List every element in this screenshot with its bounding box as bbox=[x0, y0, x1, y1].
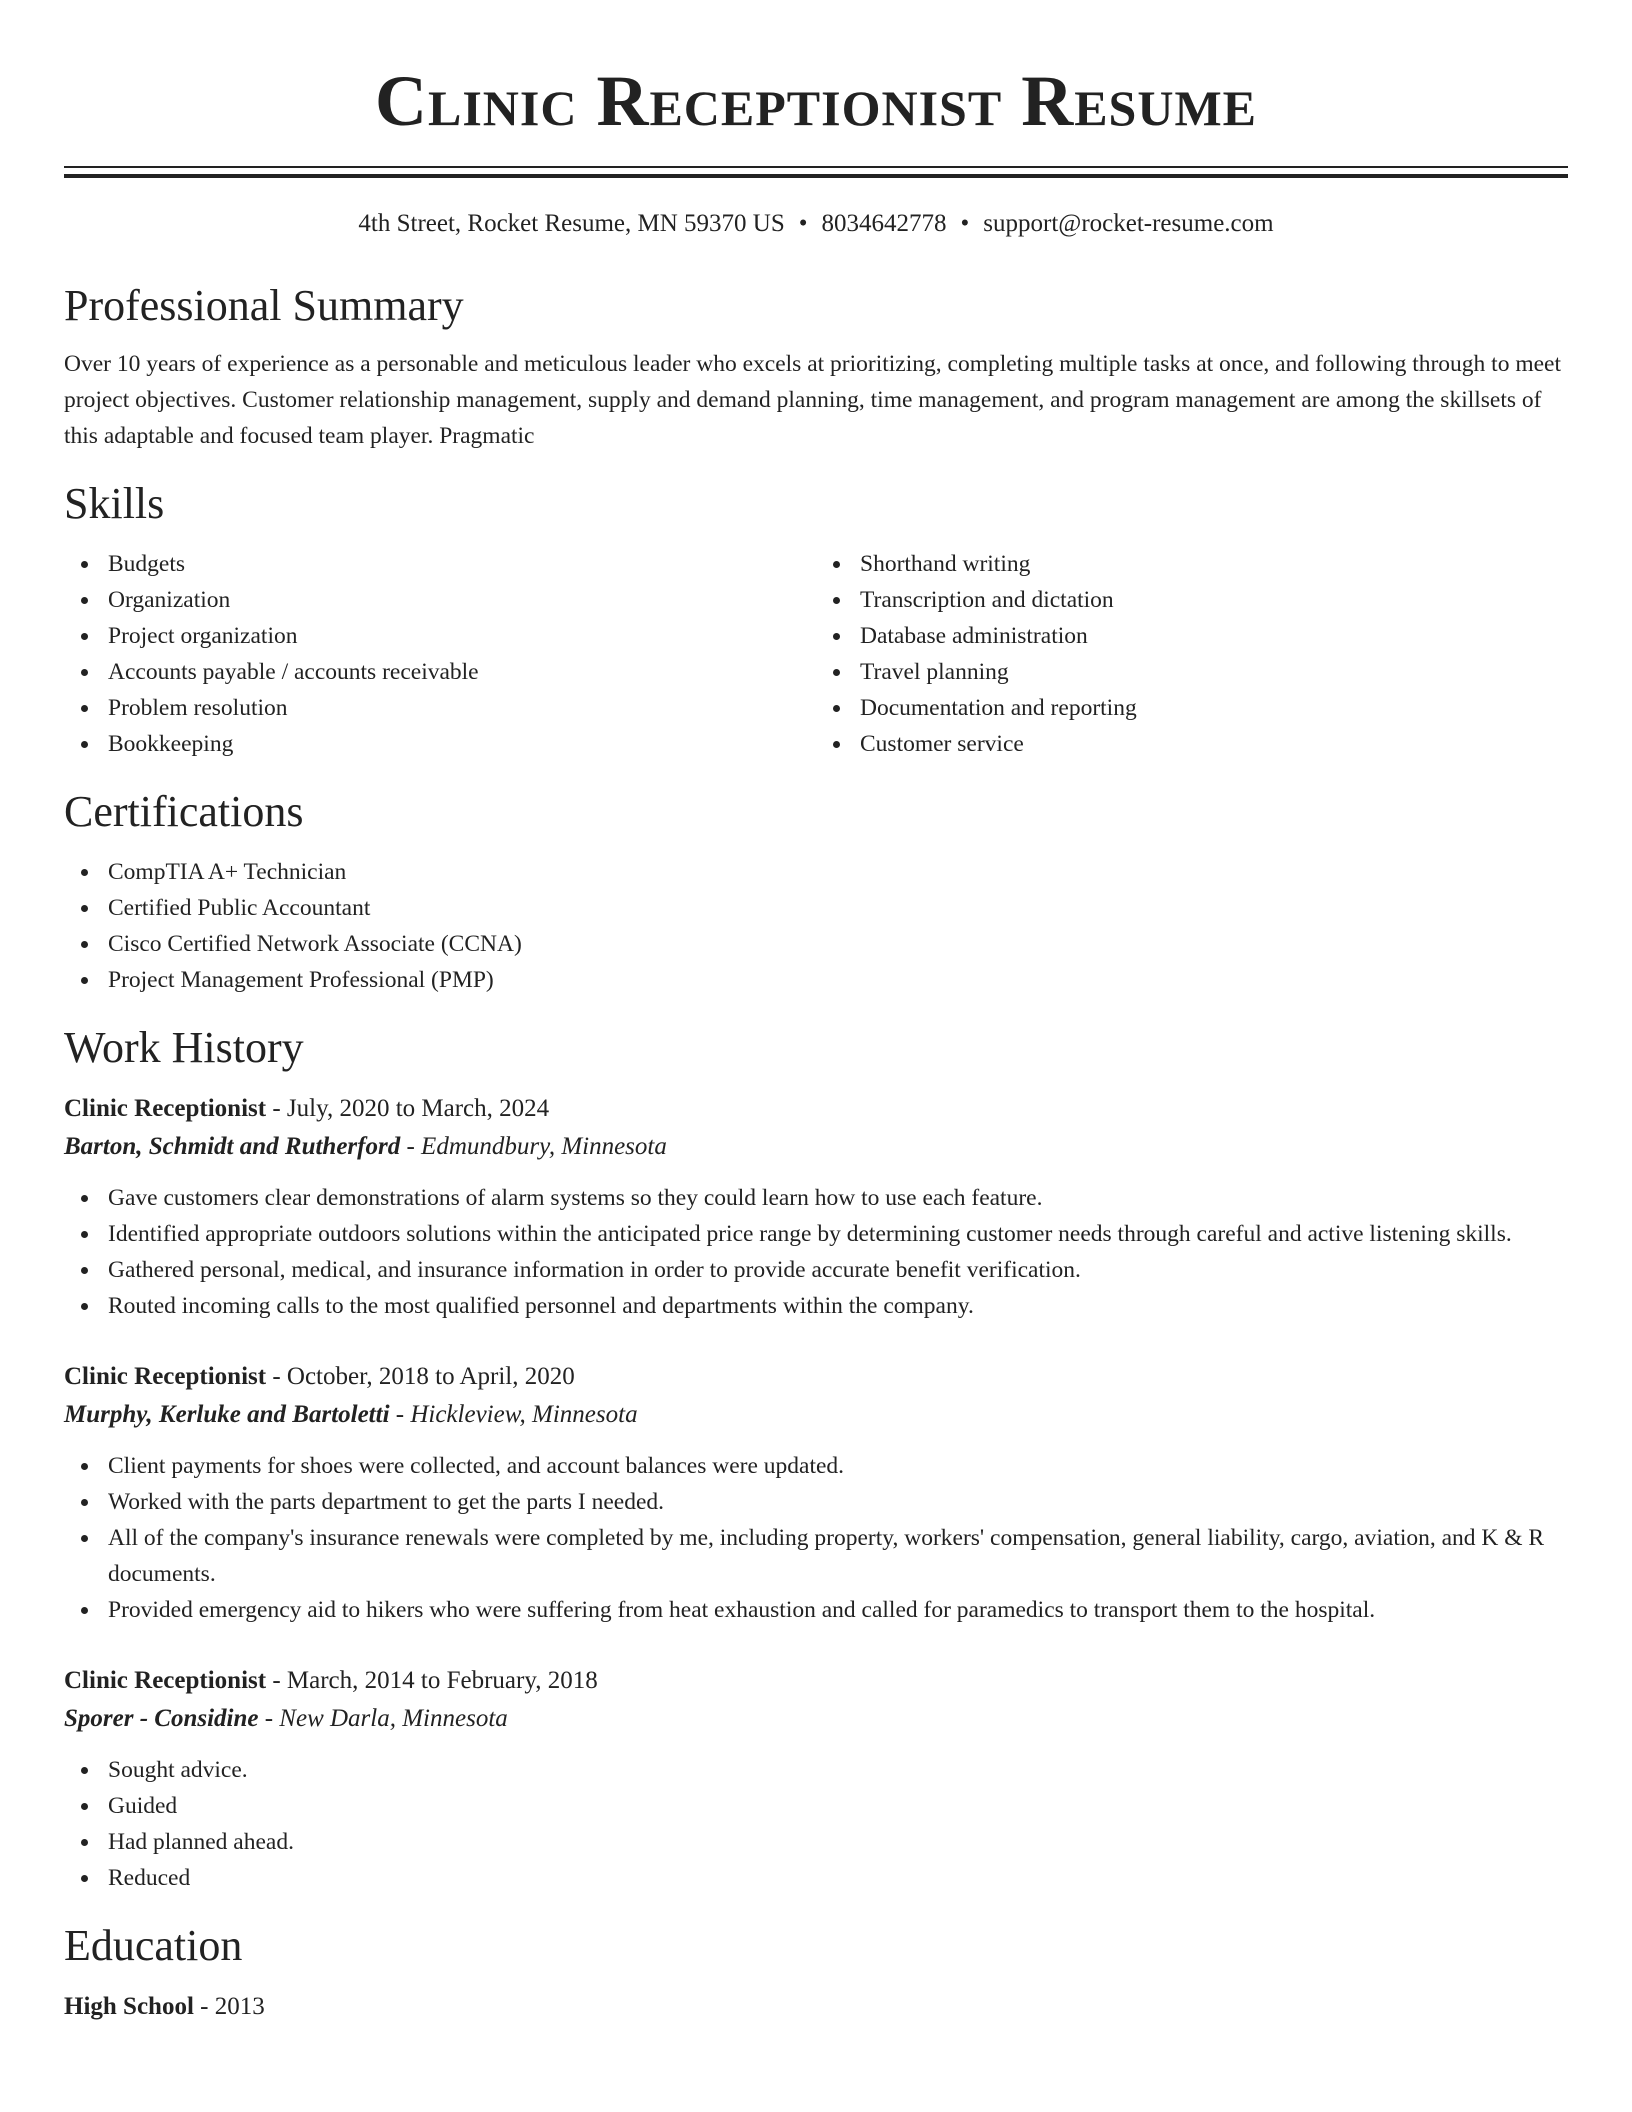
education-year: - 2013 bbox=[193, 1993, 265, 2020]
job-title: Clinic Receptionist bbox=[64, 1363, 267, 1390]
certifications-heading: Certifications bbox=[64, 787, 304, 836]
summary-section bbox=[64, 278, 1568, 454]
job-location: - Edmundbury, Minnesota bbox=[400, 1133, 667, 1160]
skills-grid bbox=[64, 546, 1568, 762]
job-title: Clinic Receptionist bbox=[64, 1667, 267, 1694]
job-bullet: All of the company's insurance renewals were completed by me, including property, workers' compensation, general liability, cargo, aviation, and K & R documents. bbox=[108, 1520, 1568, 1592]
skill-item: Project organization bbox=[108, 618, 816, 654]
education-heading: Education bbox=[64, 1921, 243, 1970]
education-degree: High School bbox=[64, 1993, 194, 2020]
skill-item: Problem resolution bbox=[108, 690, 816, 726]
job-location: - New Darla, Minnesota bbox=[258, 1705, 508, 1732]
job-title: Clinic Receptionist bbox=[64, 1095, 267, 1122]
certification-item: Project Management Professional (PMP) bbox=[108, 962, 1568, 998]
contact-address: 4th Street, Rocket Resume, MN 59370 US bbox=[358, 210, 785, 237]
job-entry bbox=[64, 1090, 1568, 1324]
job-bullet: Client payments for shoes were collected, and account balances were updated. bbox=[108, 1448, 1568, 1484]
skill-item: Budgets bbox=[108, 546, 816, 582]
contact-line bbox=[64, 208, 1568, 240]
certification-item: Certified Public Accountant bbox=[108, 890, 1568, 926]
resume-page bbox=[64, 0, 1568, 2026]
job-company-line bbox=[64, 1396, 1568, 1434]
skills-heading: Skills bbox=[64, 479, 165, 528]
education-section bbox=[64, 1918, 1568, 2026]
certification-item: CompTIA A+ Technician bbox=[108, 854, 1568, 890]
education-entry bbox=[64, 1988, 1568, 2026]
job-dates: - March, 2014 to February, 2018 bbox=[266, 1667, 598, 1694]
job-title-line bbox=[64, 1662, 1568, 1700]
job-location: - Hickleview, Minnesota bbox=[389, 1401, 638, 1428]
certifications-section bbox=[64, 784, 1568, 998]
job-company: Barton, Schmidt and Rutherford bbox=[64, 1133, 401, 1160]
contact-separator: • bbox=[960, 210, 970, 237]
skill-item: Bookkeeping bbox=[108, 726, 816, 762]
skill-item: Shorthand writing bbox=[860, 546, 1568, 582]
skill-item: Travel planning bbox=[860, 654, 1568, 690]
job-bullets bbox=[64, 1448, 1568, 1628]
job-bullet: Reduced bbox=[108, 1860, 1568, 1896]
certification-item: Cisco Certified Network Associate (CCNA) bbox=[108, 926, 1568, 962]
job-bullet: Identified appropriate outdoors solutions within the anticipated price range by determining customer needs through careful and active listening skills. bbox=[108, 1216, 1568, 1252]
contact-email[interactable]: support@rocket-resume.com bbox=[983, 210, 1274, 237]
skill-item: Transcription and dictation bbox=[860, 582, 1568, 618]
job-title-line bbox=[64, 1090, 1568, 1128]
job-company: Murphy, Kerluke and Bartoletti bbox=[64, 1401, 390, 1428]
job-bullet: Routed incoming calls to the most qualified personnel and departments within the company. bbox=[108, 1288, 1568, 1324]
job-bullet: Gave customers clear demonstrations of alarm systems so they could learn how to use each feature. bbox=[108, 1180, 1568, 1216]
job-bullet: Had planned ahead. bbox=[108, 1824, 1568, 1860]
job-bullet: Guided bbox=[108, 1788, 1568, 1824]
skills-section bbox=[64, 476, 1568, 762]
job-bullet: Gathered personal, medical, and insurance information in order to provide accurate benefit verification. bbox=[108, 1252, 1568, 1288]
job-bullets bbox=[64, 1180, 1568, 1324]
job-title-line bbox=[64, 1358, 1568, 1396]
skill-item: Organization bbox=[108, 582, 816, 618]
resume-title: Clinic Receptionist Resume bbox=[374, 61, 1258, 141]
job-entry bbox=[64, 1358, 1568, 1628]
job-company-line bbox=[64, 1700, 1568, 1738]
summary-heading: Professional Summary bbox=[64, 281, 464, 330]
job-dates: - October, 2018 to April, 2020 bbox=[266, 1363, 575, 1390]
job-bullet: Worked with the parts department to get the parts I needed. bbox=[108, 1484, 1568, 1520]
work-history-heading: Work History bbox=[64, 1023, 304, 1072]
skill-item: Documentation and reporting bbox=[860, 690, 1568, 726]
certifications-list bbox=[64, 854, 1568, 998]
title-divider bbox=[64, 166, 1568, 178]
job-entry bbox=[64, 1662, 1568, 1896]
skills-list-right bbox=[816, 546, 1568, 762]
job-bullet: Provided emergency aid to hikers who were suffering from heat exhaustion and called for paramedics to transport them to the hospital. bbox=[108, 1592, 1568, 1628]
skill-item: Database administration bbox=[860, 618, 1568, 654]
skill-item: Customer service bbox=[860, 726, 1568, 762]
job-dates: - July, 2020 to March, 2024 bbox=[266, 1095, 550, 1122]
contact-phone: 8034642778 bbox=[821, 210, 947, 237]
job-company-line bbox=[64, 1128, 1568, 1166]
contact-separator: • bbox=[798, 210, 808, 237]
job-bullets bbox=[64, 1752, 1568, 1896]
skills-list-left bbox=[64, 546, 816, 762]
summary-text: Over 10 years of experience as a personable and meticulous leader who excels at prioritizing, completing multiple tasks at once, and following through to meet project objectives. Customer relationship management, supply and demand planning, time management, and program management are among the skillsets of this adaptable and focused team player. Pragmatic bbox=[64, 351, 1562, 449]
job-bullet: Sought advice. bbox=[108, 1752, 1568, 1788]
skill-item: Accounts payable / accounts receivable bbox=[108, 654, 816, 690]
job-company: Sporer - Considine bbox=[64, 1705, 259, 1732]
work-history-section bbox=[64, 1020, 1568, 1896]
